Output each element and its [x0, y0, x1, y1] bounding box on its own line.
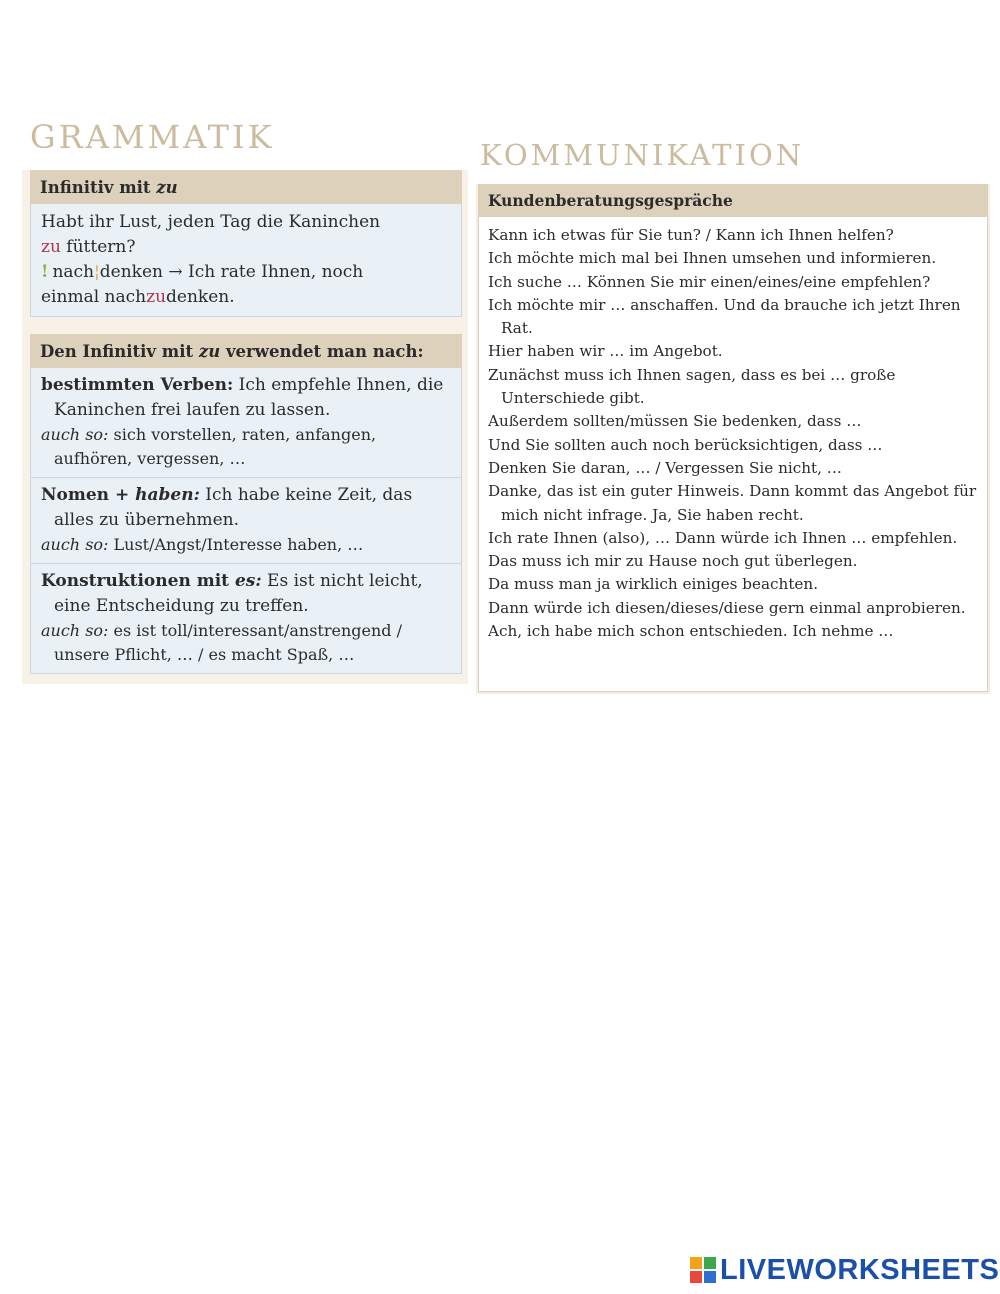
rule-label-italic: es: — [234, 571, 262, 591]
verb-prefix: nach — [52, 262, 95, 282]
kommunikation-title: KOMMUNIKATION — [480, 138, 805, 172]
also-text: es ist toll/interessant/anstrengend / unsere Pflicht, … / es macht Spaß, … — [54, 621, 402, 664]
verwendung-box-body — [30, 368, 462, 674]
example-line-4-b: denken. — [166, 287, 235, 307]
example-line-3-rest: denken → Ich rate Ihnen, noch — [99, 262, 364, 282]
logo-square-icon — [704, 1271, 716, 1283]
phrase-list — [478, 216, 988, 692]
example-line-2-rest: füttern? — [60, 237, 136, 257]
heading-text: Infinitiv mit — [40, 178, 157, 197]
phrase-item: Ich rate Ihnen (also), … Dann würde ich Ihnen … empfehlen. — [488, 528, 958, 547]
zu-highlight: zu — [41, 237, 61, 257]
heading-zu: zu — [198, 342, 221, 361]
also-text: sich vorstellen, raten, anfangen, aufhören, vergessen, … — [54, 425, 377, 468]
heading-zu: zu — [156, 178, 178, 197]
also-label: auch so: — [41, 425, 109, 444]
infinitiv-box-body — [30, 204, 462, 317]
phrase-item: Hier haben wir … im Angebot. — [488, 342, 723, 361]
also-label: auch so: — [41, 535, 109, 554]
grammatik-panel — [22, 170, 468, 684]
verwendung-box — [30, 334, 462, 674]
phrase-item: Denken Sie daran, … / Vergessen Sie nicht, … — [488, 458, 842, 477]
example-line-4-a: einmal nach — [41, 287, 147, 307]
logo-square-icon — [704, 1257, 716, 1269]
grammatik-title: GRAMMATIK — [30, 118, 275, 156]
example-line-3 — [41, 260, 451, 285]
phrase-item: Außerdem sollten/müssen Sie bedenken, dass … — [488, 412, 862, 431]
rule-nomen-haben — [31, 477, 461, 563]
verwendung-box-heading — [30, 334, 462, 368]
phrase-item: Und Sie sollten auch noch berücksichtigen, dass … — [488, 435, 883, 454]
phrase-item: Zunächst muss ich Ihnen sagen, dass es bei … große Unterschiede gibt. — [488, 365, 896, 408]
exclamation-icon: ! — [41, 262, 49, 282]
rule-label: Nomen + — [41, 485, 136, 505]
heading-text-end: verwendet man nach: — [220, 342, 424, 361]
example-line-2 — [41, 235, 451, 260]
kundenberatung-heading: Kundenberatungsgespräche — [478, 184, 988, 216]
logo-square-icon — [690, 1257, 702, 1269]
liveworksheets-logo[interactable] — [690, 1253, 999, 1287]
rule-also — [41, 619, 451, 667]
phrase-item: Ich suche … Können Sie mir einen/eines/eine empfehlen? — [488, 272, 931, 291]
rule-also — [41, 423, 451, 471]
rule-label: bestimmten Verben: — [41, 375, 234, 395]
rule-main — [41, 373, 451, 423]
phrase-item: Kann ich etwas für Sie tun? / Kann ich Ihnen helfen? — [488, 226, 894, 244]
phrase-item: Danke, das ist ein guter Hinweis. Dann kommt das Angebot für mich nicht infrage. Ja, Sie haben recht. — [488, 482, 977, 524]
phrase-item: Ich möchte mich mal bei Ihnen umsehen und informieren. — [488, 249, 937, 268]
phrase-item: Ich möchte mir … anschaffen. Und da brauche ich jetzt Ihren Rat. — [488, 295, 961, 338]
rule-main — [41, 569, 451, 619]
zu-highlight: zu — [146, 287, 167, 307]
phrase-item: Ach, ich habe mich schon entschieden. Ich nehme … — [488, 622, 894, 641]
heading-text: Den Infinitiv mit — [40, 342, 199, 361]
kommunikation-panel — [476, 184, 990, 694]
logo-text: LIVEWORKSHEETS — [720, 1253, 1000, 1286]
phrase-item: Da muss man ja wirklich einiges beachten. — [488, 575, 819, 594]
rule-label: Konstruktionen mit — [41, 571, 235, 591]
phrase-item: Dann würde ich diesen/dieses/diese gern einmal anprobieren. — [488, 598, 966, 617]
also-label: auch so: — [41, 621, 109, 640]
phrase-item: Das muss ich mir zu Hause noch gut überlegen. — [488, 552, 858, 571]
rule-example: Es ist nicht leicht, eine Entscheidung zu treffen. — [54, 571, 423, 616]
logo-mark-icon — [690, 1257, 716, 1283]
rule-example: Ich habe keine Zeit, das alles zu übernehmen. — [54, 485, 413, 530]
rule-main — [41, 483, 451, 533]
rule-example: Ich empfehle Ihnen, die Kaninchen frei laufen zu lassen. — [54, 375, 444, 420]
example-line-1: Habt ihr Lust, jeden Tag die Kaninchen — [41, 212, 381, 232]
example-line-4 — [41, 285, 451, 310]
infinitiv-mit-zu-box — [30, 170, 462, 317]
also-text: Lust/Angst/Interesse haben, … — [108, 535, 364, 554]
rule-also — [41, 533, 451, 557]
rule-label-italic: haben: — [135, 485, 200, 505]
separator-mark: ¦ — [94, 262, 100, 282]
rule-konstruktionen-es — [31, 563, 461, 673]
infinitiv-box-heading — [30, 170, 462, 204]
rule-verben — [31, 368, 461, 477]
logo-square-icon — [690, 1271, 702, 1283]
